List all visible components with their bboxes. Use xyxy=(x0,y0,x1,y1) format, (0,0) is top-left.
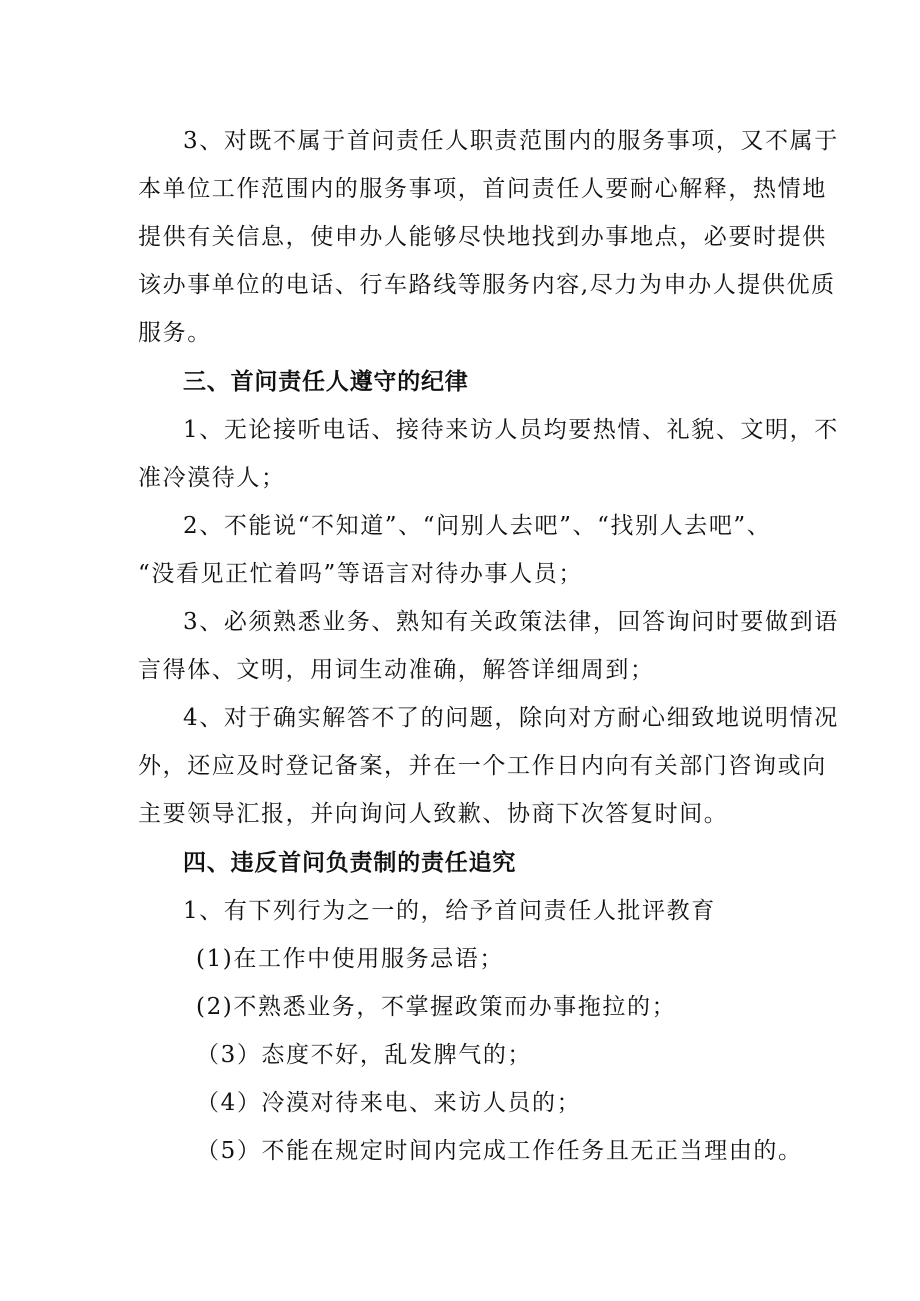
paragraph-line: 服务。 xyxy=(138,320,212,346)
paragraph-line: 3、对既不属于首问责任人职责范围内的服务事项，又不属于 xyxy=(183,128,839,154)
list-item: （4）冷漠对待来电、来访人员的； xyxy=(196,1090,582,1116)
paragraph-line: 4、对于确实解答不了的问题，除向对方耐心细致地说明情况 xyxy=(183,705,839,731)
paragraph-line: 2、不能说“不知道”、“问别人去吧”、“找别人去吧”、 xyxy=(183,513,772,539)
list-item: (1)在工作中使用服务忌语； xyxy=(196,946,504,972)
section-heading: 三、首问责任人遵守的纪律 xyxy=(183,369,469,395)
list-item: （3）态度不好，乱发脾气的； xyxy=(196,1042,533,1068)
paragraph-line: “没看见正忙着吗”等语言对待办事人员； xyxy=(138,561,583,587)
paragraph-line: 准冷漠待人； xyxy=(138,465,286,491)
paragraph-line: 1、无论接听电话、接待来访人员均要热情、礼貌、文明，不 xyxy=(183,417,839,443)
paragraph-line: 言得体、文明，用词生动准确，解答详细周到； xyxy=(138,657,655,683)
list-item: (2)不熟悉业务，不掌握政策而办事拖拉的； xyxy=(196,994,677,1020)
paragraph-line: 提供有关信息，使申办人能够尽快地找到办事地点，必要时提供 xyxy=(138,224,827,250)
list-item: （5）不能在规定时间内完成工作任务且无正当理由的。 xyxy=(196,1138,803,1164)
paragraph-line: 1、有下列行为之一的，给予首问责任人批评教育 xyxy=(183,898,716,924)
paragraph-line: 主要领导汇报，并向询问人致歉、协商下次答复时间。 xyxy=(138,801,729,827)
paragraph-line: 本单位工作范围内的服务事项，首问责任人要耐心解释，热情地 xyxy=(138,176,827,202)
paragraph-line: 3、必须熟悉业务、熟知有关政策法律，回答询问时要做到语 xyxy=(183,609,839,635)
section-heading: 四、违反首问负责制的责任追究 xyxy=(183,850,517,876)
paragraph-line: 外，还应及时登记备案，并在一个工作日内向有关部门咨询或向 xyxy=(138,753,827,779)
paragraph-line: 该办事单位的电话、行车路线等服务内容,尽力为申办人提供优质 xyxy=(138,272,836,298)
